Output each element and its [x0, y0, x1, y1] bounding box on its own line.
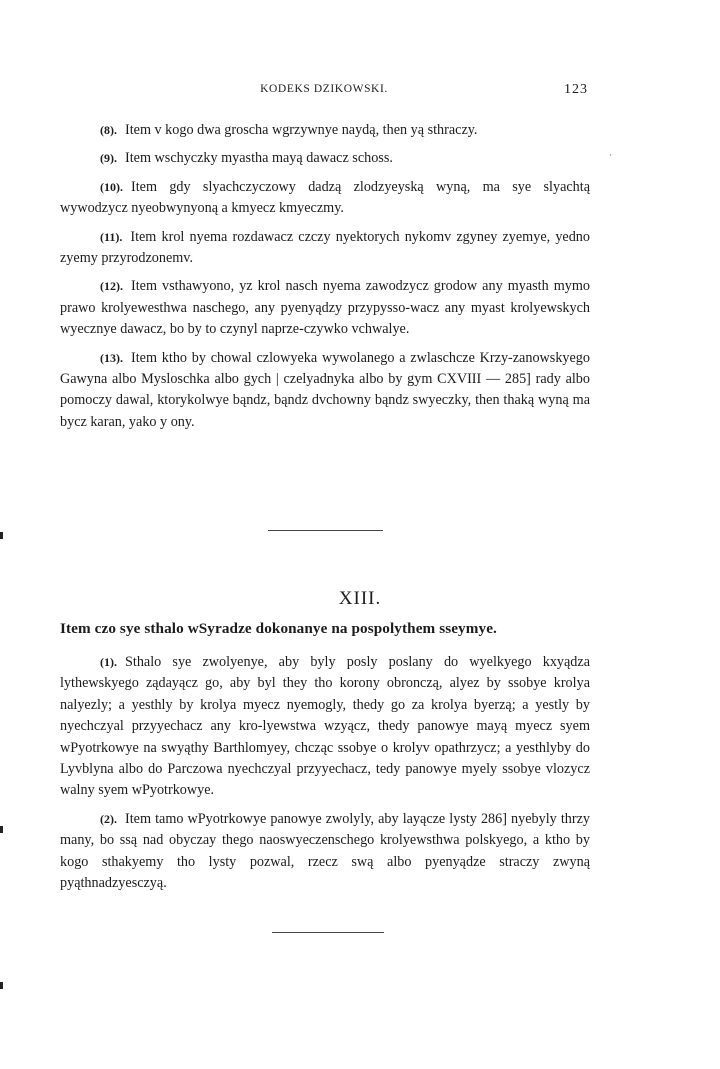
running-head — [60, 83, 588, 101]
paragraph — [60, 809, 590, 895]
running-title: KODEKS DZIKOWSKI. — [260, 83, 388, 95]
section-heading: Item czo sye sthalo wSyradze dokonanye na pospolythem sseymye. — [60, 620, 497, 637]
paragraph — [60, 652, 590, 802]
section-divider — [268, 530, 383, 531]
paragraph-text: Item gdy slyachczyczowy dadzą zlodzyeyską wyną, ma sye slyachtą wywodzycz nyeobwynyoną a kmyecz kmyeczmy. — [60, 178, 590, 217]
paragraph-number: (8). — [100, 123, 117, 137]
paragraph — [60, 276, 590, 340]
section-numeral: XIII. — [338, 588, 382, 609]
paragraph-number: (9). — [100, 151, 117, 166]
paragraph-text: Sthalo sye zwolyenye, aby byly posly poslany do wyelkyego kxyądza lythewskyego ządayącz go, aby byl they tho korony obronczą, alyez by ssobye krolya nalyezly; a yesthly by krolya myecz nyemogly, thedy go za krolya byerzą; a yestly by nyechczyal przyyechacz any kro-lyewstwa wzyącz, thedy panowye mayą myecz syem wPyotrkowye na swyąthy Barthlomyey, chcząc ssobye o krolyv opathrzycz; a yesthlyby do Lyvblyna albo do Parczowa nyechczyal przyyechacz, tedy panowye myely ssobye vlozycz walny syem wPyotrkowye. — [60, 654, 590, 799]
paragraph — [60, 120, 590, 141]
paragraph-number: (10). — [100, 179, 123, 194]
margin-speck: ˙ — [608, 154, 613, 165]
paragraph-text: Item krol nyema rozdawacz czczy nyektorych nykomv zgyney zyemye, yedno zyemy przyrodzonemv. — [60, 228, 590, 267]
section-a-text — [60, 120, 590, 440]
section-divider — [272, 932, 384, 933]
paragraph-number: (2). — [100, 811, 117, 826]
section-b-text — [60, 652, 590, 901]
paragraph-number: (1). — [100, 655, 117, 669]
margin-mark — [0, 982, 3, 989]
paragraph-number: (12). — [100, 279, 123, 294]
paragraph-text: Item vsthawyono, yz krol nasch nyema zawodzycz grodow any myasth mymo prawo krolyewesthwa naschego, any pyenyądzy przypysso-wacz any myast krolyewskych wyecznye dawacz, bo by to czynyl naprze-czywko vchwalye. — [60, 278, 590, 338]
paragraph-number: (13). — [100, 350, 123, 365]
paragraph-text: Item ktho by chowal czlowyeka wywolanego a zwlaschcze Krzy-zanowskyego Gawyna albo Mysloschka albo gych | czelyadnyka albo by gym CXVIII — 285] rady albo pomoczy dawal, ktorykolwye bąndz, bąndz dvchowny bąndz swyeczky, then thaką wyną ma bycz karan, yako y ony. — [60, 349, 590, 430]
margin-mark — [0, 532, 3, 539]
paragraph-text: Item tamo wPyotrkowye panowye zwolyly, aby layącze lysty 286] nyebyly thrzy many, bo ssą nad obyczay thego naoswyeczenschego krolyewsthwa polskyego, a ktho by kogo sthakyemy tho lysty pozwal, rzecz swą albo pyenyądze straczy zwyną pyąthnadzyesczyą. — [60, 810, 590, 892]
paragraph — [60, 348, 590, 434]
paragraph-text: Item v kogo dwa groscha wgrzywnye naydą, then yą sthraczy. — [125, 122, 478, 138]
paragraph — [60, 227, 590, 270]
page-number: 123 — [564, 82, 588, 97]
paragraph — [60, 177, 590, 220]
paragraph-text: Item wschyczky myastha mayą dawacz schoss. — [125, 150, 393, 167]
paragraph-number: (11). — [100, 229, 123, 244]
paragraph — [60, 148, 590, 169]
margin-mark — [0, 826, 3, 833]
